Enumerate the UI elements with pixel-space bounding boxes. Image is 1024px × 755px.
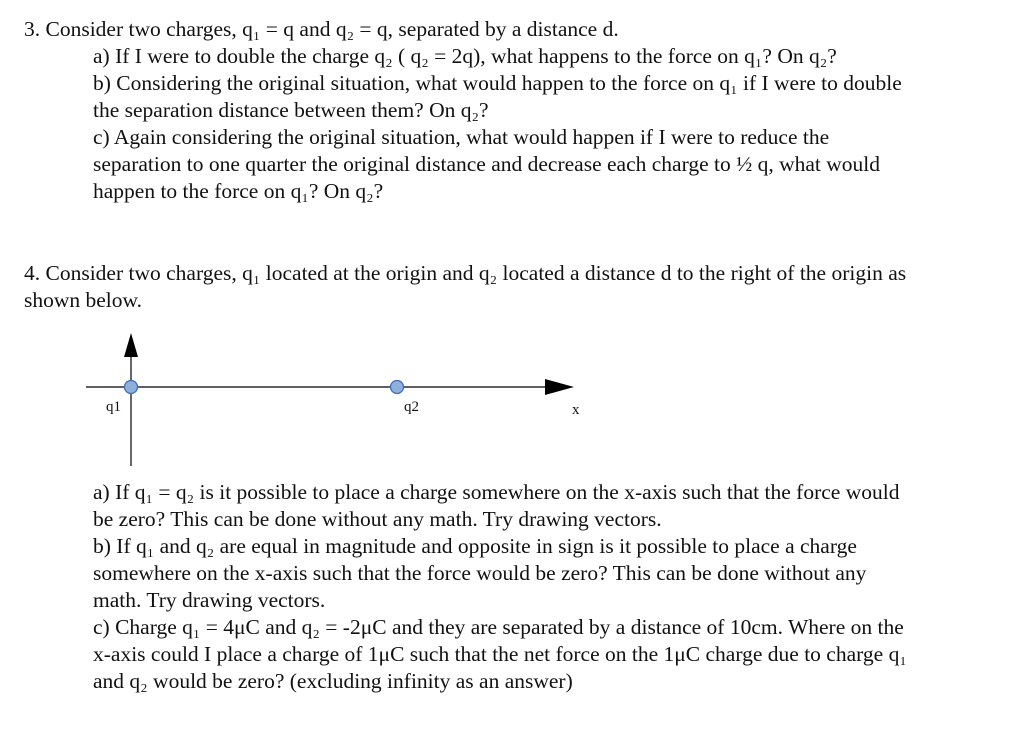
problem-4a-text-line1: a) If q₁ = q₂ is it possible to place a charge somewhere on the x-axis such that the force would <box>93 480 900 504</box>
x-axis-arrowhead <box>545 379 574 395</box>
charge-q1-marker <box>125 381 138 394</box>
problem-4-statement-line1: 4. Consider two charges, q₁ located at the origin and q₂ located a distance d to the right of the origin as <box>24 261 907 285</box>
problem-4c-text-line2: x-axis could I place a charge of 1μC such that the net force on the 1μC charge due to charge q₁ <box>93 642 907 666</box>
y-axis-arrowhead <box>124 333 138 357</box>
problem-4c-text-line1: c) Charge q₁ = 4μC and q₂ = -2μC and they are separated by a distance of 10cm. Where on the <box>93 615 904 639</box>
problem-4b-text-line1: b) If q₁ and q₂ are equal in magnitude and opposite in sign is it possible to place a charge <box>93 534 857 558</box>
problem-3a-text: a) If I were to double the charge q₂ ( q₂ = 2q), what happens to the force on q₁? On q₂? <box>93 44 837 68</box>
problem-3b-text-line1: b) Considering the original situation, what would happen to the force on q₁ if I were to double <box>93 71 902 95</box>
q1-label: q1 <box>106 399 121 415</box>
problem-4c-text-line3: and q₂ would be zero? (excluding infinity as an answer) <box>93 669 573 693</box>
q2-label: q2 <box>404 399 419 415</box>
problem-4b-text-line2: somewhere on the x-axis such that the force would be zero? This can be done without any <box>93 561 867 585</box>
problem-3c-text-line1: c) Again considering the original situation, what would happen if I were to reduce the <box>93 125 830 149</box>
problem-3b-text-line2: the separation distance between them? On q₂? <box>93 98 489 122</box>
problem-4b-text-line3: math. Try drawing vectors. <box>93 588 326 612</box>
charge-q2-marker <box>391 381 404 394</box>
problem-4a-text-line2: be zero? This can be done without any math. Try drawing vectors. <box>93 507 662 531</box>
problem-3-statement: 3. Consider two charges, q₁ = q and q₂ = q, separated by a distance d. <box>24 17 619 41</box>
problem-3c-text-line3: happen to the force on q₁? On q₂? <box>93 179 384 203</box>
x-axis-label: x <box>572 402 580 418</box>
problem-3c-text-line2: separation to one quarter the original distance and decrease each charge to ½ q, what would <box>93 152 881 176</box>
problem-4-statement-line2: shown below. <box>24 288 143 312</box>
